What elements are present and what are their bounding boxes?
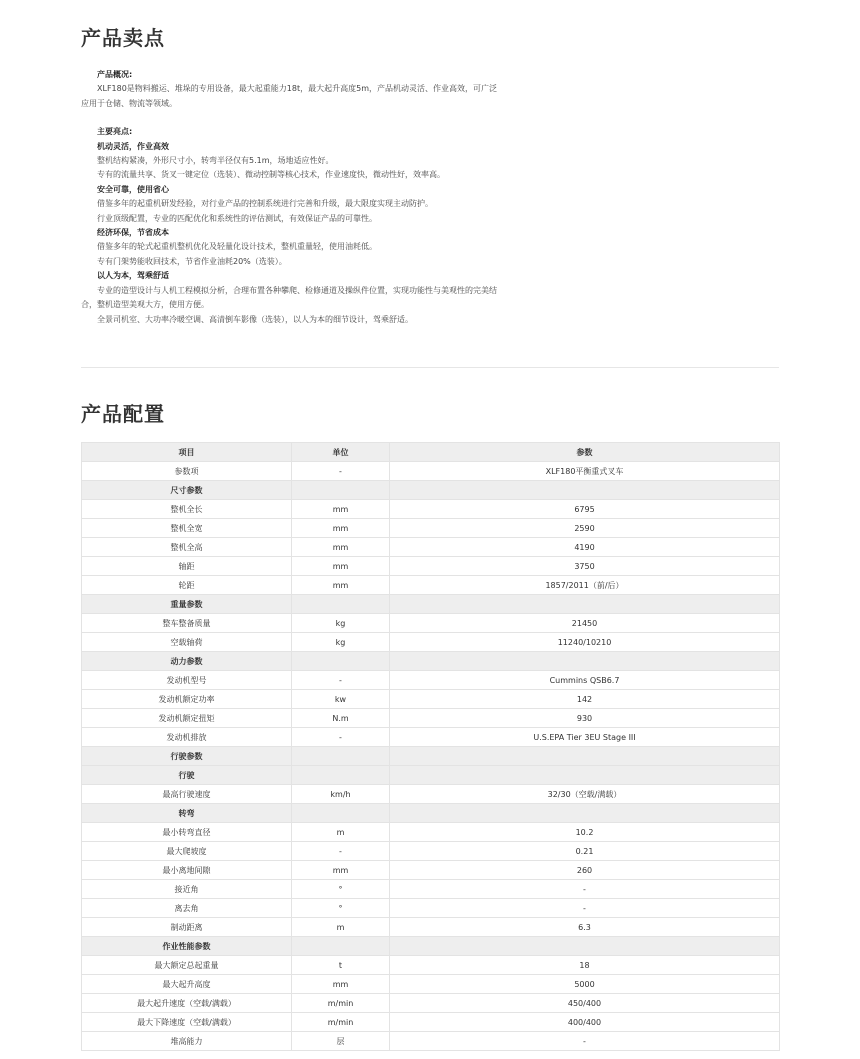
table-group-row [82,481,780,500]
table-row [82,614,780,633]
cell-value [390,652,780,671]
highlight-line: 借鉴多年的起重机研发经验，对行业产品的控制系统进行完善和升级，最大限度实现主动防护。 [97,199,433,209]
cell-unit: mm [292,538,390,557]
table-group-row [82,747,780,766]
cell-item: 轴距 [82,557,292,576]
cell-value: 1857/2011（前/后） [390,576,780,595]
table-group-row [82,937,780,956]
cell-value: 18 [390,956,780,975]
table-row [82,994,780,1013]
cell-unit: m [292,918,390,937]
table-row [82,785,780,804]
cell-unit: 层 [292,1032,390,1051]
cell-value [390,766,780,785]
cell-item: 整机全高 [82,538,292,557]
cell-item: 最大起升速度（空载/满载） [82,994,292,1013]
table-row [82,671,780,690]
table-row [82,975,780,994]
cell-unit: km/h [292,785,390,804]
cell-item: 最小转弯直径 [82,823,292,842]
cell-value: 4190 [390,538,780,557]
cell-item: 发动机型号 [82,671,292,690]
cell-item: 行驶参数 [82,747,292,766]
cell-item: 最大起升高度 [82,975,292,994]
cell-unit: kg [292,633,390,652]
table-row [82,918,780,937]
cell-item: 接近角 [82,880,292,899]
cell-value: U.S.EPA Tier 3EU Stage III [390,728,780,747]
cell-value: - [390,880,780,899]
cell-item: 尺寸参数 [82,481,292,500]
selling-points-body [81,68,499,327]
table-row [82,728,780,747]
table-group-row [82,766,780,785]
cell-unit: mm [292,975,390,994]
cell-item: 最大爬坡度 [82,842,292,861]
cell-value: 450/400 [390,994,780,1013]
cell-value: 0.21 [390,842,780,861]
table-row [82,899,780,918]
cell-value [390,747,780,766]
cell-value: 930 [390,709,780,728]
cell-item: 离去角 [82,899,292,918]
table-row [82,1032,780,1051]
section-divider [81,367,779,368]
table-row [82,500,780,519]
header-unit: 单位 [292,443,390,462]
cell-value: 5000 [390,975,780,994]
overview-text-cont: 应用于仓储、物流等领域。 [81,98,177,108]
table-row [82,557,780,576]
cell-value: 11240/10210 [390,633,780,652]
cell-value: - [390,1032,780,1051]
cell-item: 作业性能参数 [82,937,292,956]
highlight-heading: 机动灵活，作业高效 [97,141,169,151]
cell-unit [292,481,390,500]
cell-item: 转弯 [82,804,292,823]
cell-unit: ° [292,899,390,918]
cell-value [390,937,780,956]
cell-unit [292,804,390,823]
table-group-row [82,652,780,671]
overview-label: 产品概况: [97,70,133,79]
table-row [82,880,780,899]
table-row [82,519,780,538]
cell-unit: - [292,462,390,481]
table-row [82,861,780,880]
cell-unit: mm [292,519,390,538]
table-row [82,1013,780,1032]
cell-value [390,481,780,500]
cell-unit: N.m [292,709,390,728]
table-row [82,823,780,842]
spec-table [81,442,780,1051]
cell-unit: m/min [292,994,390,1013]
cell-item: 最小离地间隙 [82,861,292,880]
cell-item: 发动机额定功率 [82,690,292,709]
highlight-line: 专有的流量共享、货叉一键定位（选装）、微动控制等核心技术，作业速度快，微动性好，效率高。 [97,170,445,180]
cell-unit: ° [292,880,390,899]
cell-value: - [390,899,780,918]
cell-value: 3750 [390,557,780,576]
cell-item: 最大下降速度（空载/满载） [82,1013,292,1032]
cell-item: 发动机排放 [82,728,292,747]
cell-value: 21450 [390,614,780,633]
cell-item: 最高行驶速度 [82,785,292,804]
table-row [82,633,780,652]
cell-unit: mm [292,557,390,576]
cell-value: 142 [390,690,780,709]
highlight-heading: 安全可靠，使用省心 [97,184,169,194]
cell-item: 轮距 [82,576,292,595]
cell-unit: - [292,728,390,747]
cell-value [390,804,780,823]
highlight-line: 专业的造型设计与人机工程模拟分析，合理布置各种攀爬、检修通道及操纵件位置，实现功能性与美观性的完美结 [97,285,497,295]
cell-item: 发动机额定扭矩 [82,709,292,728]
cell-value: 10.2 [390,823,780,842]
highlight-heading: 以人为本，驾乘舒适 [97,271,169,281]
highlight-line: 整机结构紧凑，外形尺寸小，转弯半径仅有5.1m，场地适应性好。 [97,156,334,166]
table-row [82,462,780,481]
overview-text: XLF180是物料搬运、堆垛的专用设备，最大起重能力18t，最大起升高度5m，产品机动灵活、作业高效，可广泛 [97,84,498,94]
header-item: 项目 [82,443,292,462]
cell-value: 2590 [390,519,780,538]
cell-unit: kg [292,614,390,633]
header-value: 参数 [390,443,780,462]
table-row [82,709,780,728]
cell-unit [292,766,390,785]
cell-item: 动力参数 [82,652,292,671]
cell-unit: - [292,842,390,861]
cell-item: 参数项 [82,462,292,481]
cell-unit: mm [292,576,390,595]
cell-value: 6795 [390,500,780,519]
selling-points-title: 产品卖点 [81,26,165,50]
highlight-heading: 经济环保，节省成本 [97,228,169,238]
table-group-row [82,804,780,823]
cell-value: 400/400 [390,1013,780,1032]
cell-value: 6.3 [390,918,780,937]
cell-unit [292,747,390,766]
cell-unit: kw [292,690,390,709]
table-row [82,956,780,975]
cell-item: 最大额定总起重量 [82,956,292,975]
cell-value: 260 [390,861,780,880]
cell-value: Cummins QSB6.7 [390,671,780,690]
table-row [82,690,780,709]
highlight-line: 行业顶级配置，专业的匹配优化和系统性的评估测试，有效保证产品的可靠性。 [97,213,377,223]
cell-item: 整车整备质量 [82,614,292,633]
cell-unit: m [292,823,390,842]
highlight-line: 借鉴多年的轮式起重机整机优化及轻量化设计技术，整机重量轻，使用油耗低。 [97,242,377,252]
cell-unit: t [292,956,390,975]
cell-item: 重量参数 [82,595,292,614]
cell-unit [292,937,390,956]
cell-value: XLF180平衡重式叉车 [390,462,780,481]
table-row [82,576,780,595]
cell-item: 制动距离 [82,918,292,937]
cell-unit: m/min [292,1013,390,1032]
table-header-row [82,443,780,462]
highlight-line: 专有门架势能收回技术，节省作业油耗20%（选装）。 [97,256,287,266]
cell-item: 空载轴荷 [82,633,292,652]
cell-value: 32/30（空载/满载） [390,785,780,804]
cell-item: 堆高能力 [82,1032,292,1051]
table-group-row [82,595,780,614]
table-row [82,538,780,557]
cell-item: 行驶 [82,766,292,785]
cell-item: 整机全宽 [82,519,292,538]
cell-unit: mm [292,500,390,519]
table-row [82,842,780,861]
highlight-line: 全景司机室、大功率冷暖空调、高清倒车影像（选装），以人为本的细节设计，驾乘舒适。 [97,314,413,324]
cell-unit [292,652,390,671]
highlight-line: 合，整机造型美观大方，使用方便。 [81,300,209,310]
cell-unit [292,595,390,614]
highlights-label: 主要亮点: [97,127,133,137]
cell-value [390,595,780,614]
cell-item: 整机全长 [82,500,292,519]
config-title: 产品配置 [81,402,165,426]
cell-unit: - [292,671,390,690]
cell-unit: mm [292,861,390,880]
